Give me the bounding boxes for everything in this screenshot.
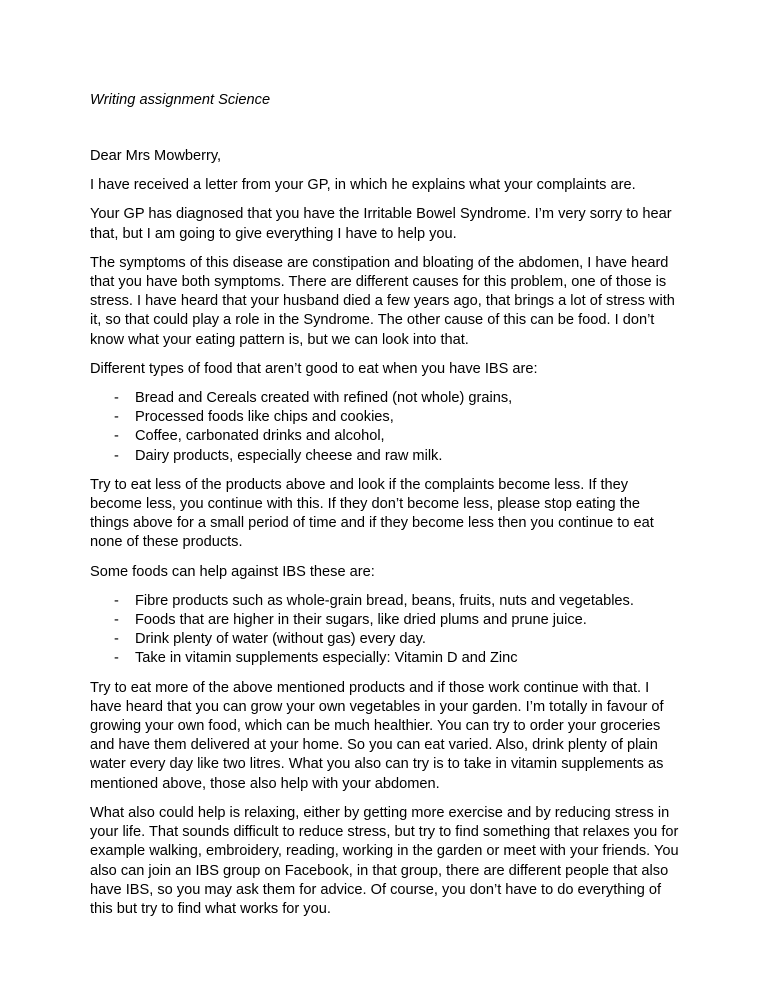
list-item-text: Fibre products such as whole-grain bread, beans, fruits, nuts and vegetables. <box>135 592 634 609</box>
list-item <box>90 447 680 466</box>
list-item-text: Dairy products, especially cheese and raw milk. <box>135 447 443 464</box>
list-item <box>90 389 680 408</box>
paragraph-relaxing: What also could help is relaxing, either by getting more exercise and by reducing stress in your life. That sounds difficult to reduce stress, but try to find something that relaxes you for example walking, embroidery, reading, working in the garden or meet with your friends. You also can join an IBS group on Facebook, in that group, there are different people that also have IBS, so you may ask them for advice. Of course, you don’t have to do everything of this but try to find what works for you. <box>90 804 679 917</box>
paragraph-symptoms: The symptoms of this disease are constipation and bloating of the abdomen, I have heard that you have both symptoms. There are different causes for this problem, one of those is stress. I have heard that your husband died a few years ago, that brings a lot of stress with it, so that could play a role in the Syndrome. The other cause of this can be food. I don’t know what your eating pattern is, but we can look into that. <box>90 254 675 348</box>
bullet-dash: - <box>114 390 119 407</box>
list-item <box>90 408 680 427</box>
list-item <box>90 649 680 668</box>
list-item-text: Drink plenty of water (without gas) every day. <box>135 631 426 648</box>
paragraph-eat-less: Try to eat less of the products above and look if the complaints become less. If they become less, you continue with this. If they don’t become less, please stop eating the things above for a small period of time and if they become less then you continue to eat none of these products. <box>90 476 654 551</box>
list-item-text: Coffee, carbonated drinks and alcohol, <box>135 428 385 445</box>
bullet-dash: - <box>114 592 119 609</box>
list-item <box>90 611 680 630</box>
paragraph-eat-more: Try to eat more of the above mentioned products and if those work continue with that. I have heard that you can grow your own vegetables in your garden. I’m totally in favour of growing your own food, which can be much healthier. You can try to order your groceries and have them delivered at your home. So you can eat varied. Also, drink plenty of plain water every day like two litres. What you also can try is to take in vitamin supplements as mentioned above, those also help with your abdomen. <box>90 679 664 792</box>
list-item-text: Foods that are higher in their sugars, like dried plums and prune juice. <box>135 612 587 629</box>
salutation: Dear Mrs Mowberry, <box>90 148 222 164</box>
paragraph-gp-letter: I have received a letter from your GP, in which he explains what your complaints are. <box>90 177 636 194</box>
paragraph-bad-foods-intro: Different types of food that aren’t good to eat when you have IBS are: <box>90 360 538 377</box>
bullet-dash: - <box>114 631 119 648</box>
bullet-dash: - <box>114 612 119 629</box>
bullet-dash: - <box>114 428 119 445</box>
good-foods-list <box>90 592 680 669</box>
list-item-text: Bread and Cereals created with refined (not whole) grains, <box>135 390 513 407</box>
document-title: Writing assignment Science <box>90 92 271 108</box>
list-item <box>90 427 680 446</box>
paragraph-diagnosis: Your GP has diagnosed that you have the Irritable Bowel Syndrome. I’m very sorry to hear that, but I am going to give everything I have to help you. <box>90 206 672 242</box>
bad-foods-list <box>90 389 680 466</box>
list-item <box>90 630 680 649</box>
list-item-text: Take in vitamin supplements especially: Vitamin D and Zinc <box>135 650 518 667</box>
bullet-dash: - <box>114 650 119 667</box>
bullet-dash: - <box>114 409 119 426</box>
letter-body <box>90 147 680 929</box>
bullet-dash: - <box>114 447 119 464</box>
list-item <box>90 592 680 611</box>
paragraph-good-foods-intro: Some foods can help against IBS these are: <box>90 563 375 580</box>
list-item-text: Processed foods like chips and cookies, <box>135 409 394 426</box>
